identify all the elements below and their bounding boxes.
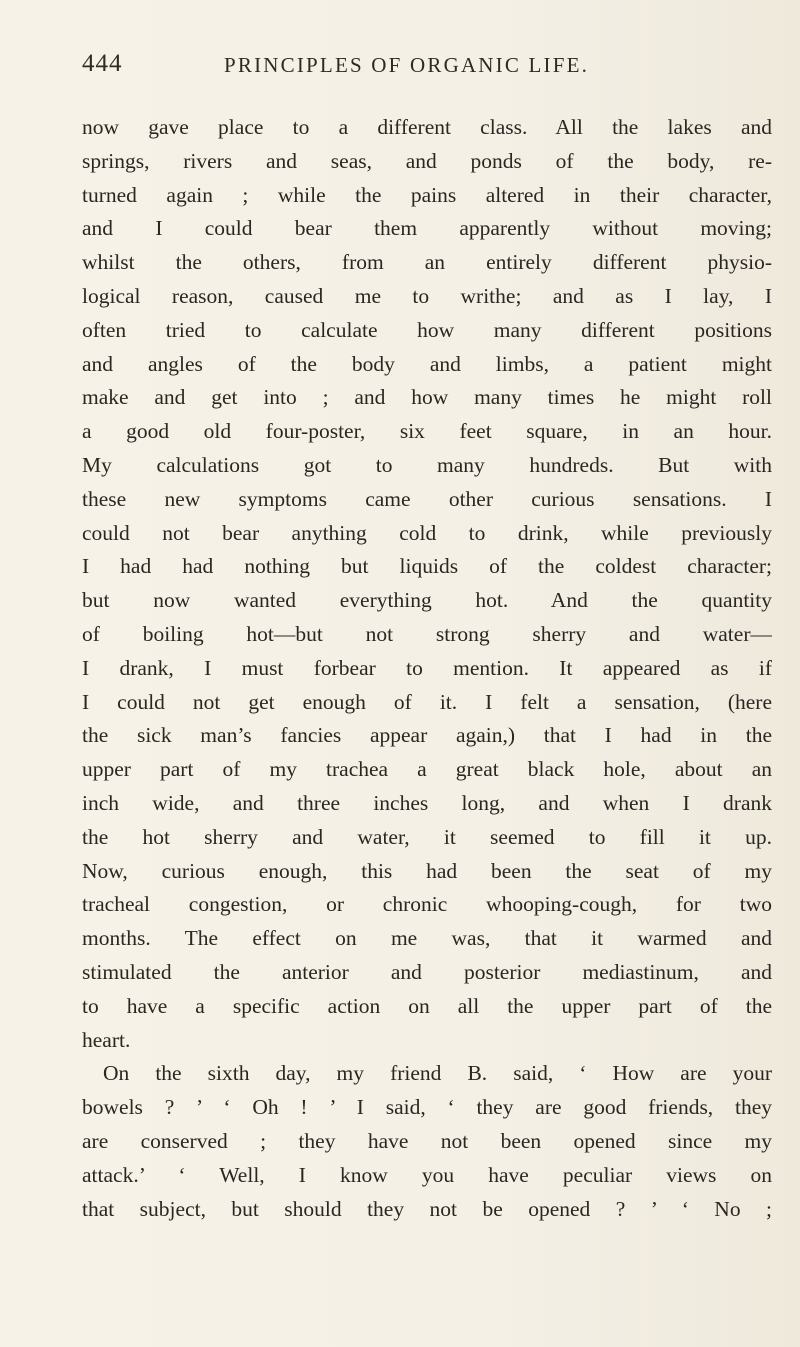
page-number: 444 bbox=[82, 50, 123, 77]
text-line: springs, rivers and seas, and ponds of the body, re- bbox=[82, 148, 772, 173]
text-line: and angles of the body and limbs, a patient might bbox=[82, 351, 772, 376]
text-line: these new symptoms came other curious sensations. I bbox=[82, 486, 772, 511]
text-line: of boiling hot—but not strong sherry and water— bbox=[82, 621, 772, 646]
text-line: the sick man’s fancies appear again,) that I had in the bbox=[82, 723, 772, 748]
text-line: are conserved ; they have not been opened since my bbox=[82, 1128, 772, 1153]
text-line: to have a specific action on all the upper part of the bbox=[82, 993, 772, 1018]
text-line: tracheal congestion, or chronic whooping-cough, for two bbox=[82, 892, 772, 917]
text-line: I drank, I must forbear to mention. It appeared as if bbox=[82, 655, 772, 680]
text-line: inch wide, and three inches long, and when I drank bbox=[82, 790, 772, 815]
text-line: make and get into ; and how many times he might roll bbox=[82, 385, 772, 410]
text-line: could not bear anything cold to drink, while previously bbox=[82, 520, 772, 545]
text-line: logical reason, caused me to writhe; and as I lay, I bbox=[82, 283, 772, 308]
text-line: Now, curious enough, this had been the seat of my bbox=[82, 858, 772, 883]
running-head: PRINCIPLES OF ORGANIC LIFE. bbox=[224, 53, 590, 77]
text-line: upper part of my trachea a great black hole, about an bbox=[82, 757, 772, 782]
text-line: On the sixth day, my friend B. said, ‘ How are your bbox=[103, 1061, 772, 1086]
text-line: whilst the others, from an entirely different physio- bbox=[82, 250, 772, 275]
text-line: months. The effect on me was, that it warmed and bbox=[82, 926, 772, 951]
page-header bbox=[82, 50, 772, 80]
text-line: often tried to calculate how many different positions bbox=[82, 317, 772, 342]
text-line: that subject, but should they not be opened ? ’ ‘ No ; bbox=[82, 1196, 772, 1221]
text-line: turned again ; while the pains altered in their character, bbox=[82, 182, 772, 207]
text-line: but now wanted everything hot. And the quantity bbox=[82, 588, 772, 613]
text-line: attack.’ ‘ Well, I know you have peculiar views on bbox=[82, 1162, 772, 1187]
text-line: the hot sherry and water, it seemed to fill it up. bbox=[82, 824, 772, 849]
text-line: My calculations got to many hundreds. But with bbox=[82, 452, 772, 477]
text-line: bowels ? ’ ‘ Oh ! ’ I said, ‘ they are good friends, they bbox=[82, 1095, 772, 1120]
text-line: and I could bear them apparently without moving; bbox=[82, 216, 772, 241]
text-line: I could not get enough of it. I felt a sensation, (here bbox=[82, 689, 772, 714]
text-line: I had had nothing but liquids of the coldest character; bbox=[82, 554, 772, 579]
text-line: now gave place to a different class. All the lakes and bbox=[82, 115, 772, 139]
text-line: a good old four-poster, six feet square, in an hour. bbox=[82, 419, 772, 444]
text-line: stimulated the anterior and posterior mediastinum, and bbox=[82, 959, 772, 984]
body-text bbox=[82, 111, 772, 1226]
text-line: heart. bbox=[82, 1027, 131, 1052]
